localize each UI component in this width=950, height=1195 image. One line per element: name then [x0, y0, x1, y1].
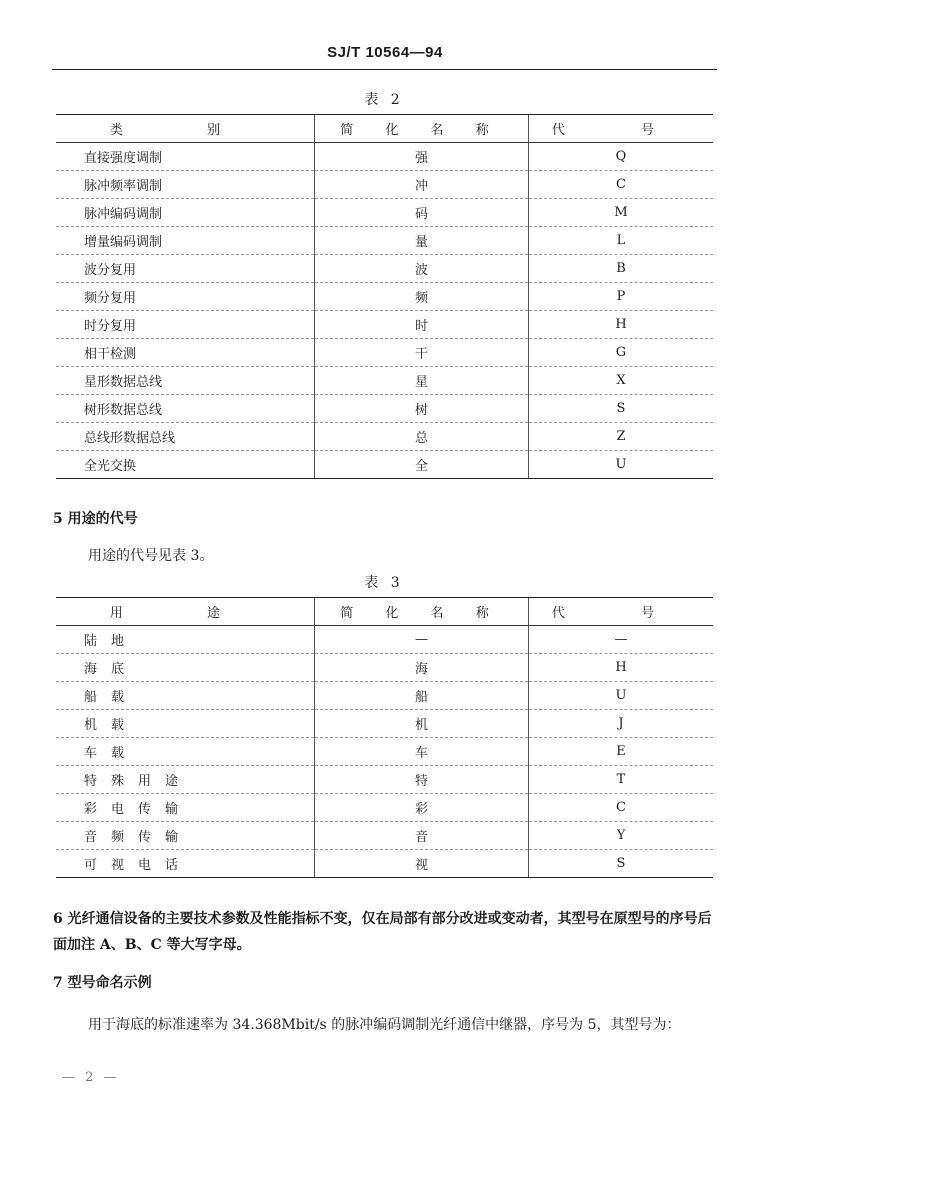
table-row [56, 710, 713, 738]
row-label-cell: 可视电话 [56, 850, 315, 878]
short-name-cell: 树 [315, 395, 529, 423]
document-code: SJ/T 10564—94 [327, 44, 443, 61]
table-row [56, 654, 713, 682]
table-row [56, 199, 713, 227]
row-label-cell: 机载 [56, 710, 315, 738]
short-name-cell: 车 [315, 738, 529, 766]
code-cell: C [529, 171, 714, 199]
short-name-cell: 星 [315, 367, 529, 395]
short-name-cell: 强 [315, 143, 529, 171]
table-2 [56, 114, 713, 479]
short-name-cell: — [315, 626, 529, 654]
short-name-cell: 机 [315, 710, 529, 738]
short-name-cell: 全 [315, 451, 529, 479]
row-label-cell: 直接强度调制 [56, 143, 315, 171]
table-row [56, 626, 713, 654]
table-row [56, 423, 713, 451]
code-cell: — [529, 626, 714, 654]
short-name-cell: 船 [315, 682, 529, 710]
short-name-cell: 干 [315, 339, 529, 367]
short-name-cell: 波 [315, 255, 529, 283]
table3-header-use: 用 途 [56, 598, 315, 626]
table-row [56, 682, 713, 710]
table-row [56, 311, 713, 339]
table2-header-category: 类 别 [56, 115, 315, 143]
table-row [56, 822, 713, 850]
row-label-cell: 总线形数据总线 [56, 423, 315, 451]
table-row [56, 339, 713, 367]
code-cell: C [529, 794, 714, 822]
row-label-cell: 全光交换 [56, 451, 315, 479]
code-cell: X [529, 367, 714, 395]
section-6-text: 6 光纤通信设备的主要技术参数及性能指标不变，仅在局部有部分改进或变动者，其型号在原型号的序号后面加注 A、B、C 等大写字母。 [53, 911, 712, 953]
table-row [56, 255, 713, 283]
row-label-cell: 树形数据总线 [56, 395, 315, 423]
section-7-text: 用于海底的标准速率为 34.368Mbit/s 的脉冲编码调制光纤通信中继器，序号为 5，其型号为： [88, 1017, 681, 1033]
short-name-cell: 特 [315, 766, 529, 794]
row-label-cell: 船载 [56, 682, 315, 710]
table3-caption: 表 3 [364, 575, 404, 591]
code-cell: Q [529, 143, 714, 171]
code-cell: Y [529, 822, 714, 850]
section-7-heading: 7 型号命名示例 [53, 975, 152, 991]
short-name-cell: 码 [315, 199, 529, 227]
table-row [56, 283, 713, 311]
row-label-cell: 特殊用途 [56, 766, 315, 794]
code-cell: M [529, 199, 714, 227]
code-cell: L [529, 227, 714, 255]
code-cell: H [529, 311, 714, 339]
table-row [56, 738, 713, 766]
short-name-cell: 视 [315, 850, 529, 878]
code-cell: S [529, 395, 714, 423]
row-label-cell: 音频传输 [56, 822, 315, 850]
row-label-cell: 星形数据总线 [56, 367, 315, 395]
table-row [56, 367, 713, 395]
row-label-cell: 脉冲编码调制 [56, 199, 315, 227]
code-cell: U [529, 451, 714, 479]
table2-caption: 表 2 [364, 92, 404, 108]
code-cell: T [529, 766, 714, 794]
row-label-cell: 陆地 [56, 626, 315, 654]
short-name-cell: 彩 [315, 794, 529, 822]
table2-header-code: 代 号 [529, 115, 714, 143]
row-label-cell: 波分复用 [56, 255, 315, 283]
row-label-cell: 海底 [56, 654, 315, 682]
code-cell: Z [529, 423, 714, 451]
short-name-cell: 总 [315, 423, 529, 451]
code-cell: P [529, 283, 714, 311]
table-row [56, 143, 713, 171]
table-3 [56, 597, 713, 878]
code-cell: S [529, 850, 714, 878]
table-row [56, 171, 713, 199]
row-label-cell: 时分复用 [56, 311, 315, 339]
row-label-cell: 相干检测 [56, 339, 315, 367]
row-label-cell: 增量编码调制 [56, 227, 315, 255]
short-name-cell: 量 [315, 227, 529, 255]
code-cell: E [529, 738, 714, 766]
short-name-cell: 海 [315, 654, 529, 682]
table3-header-code: 代 号 [529, 598, 714, 626]
short-name-cell: 音 [315, 822, 529, 850]
header-rule [52, 69, 717, 70]
short-name-cell: 冲 [315, 171, 529, 199]
table-row [56, 794, 713, 822]
code-cell: J [529, 710, 714, 738]
table-row [56, 850, 713, 878]
code-cell: U [529, 682, 714, 710]
section-5-heading: 5 用途的代号 [53, 511, 138, 527]
short-name-cell: 时 [315, 311, 529, 339]
code-cell: H [529, 654, 714, 682]
table-row [56, 395, 713, 423]
row-label-cell: 车载 [56, 738, 315, 766]
row-label-cell: 脉冲频率调制 [56, 171, 315, 199]
code-cell: G [529, 339, 714, 367]
table-row [56, 766, 713, 794]
short-name-cell: 频 [315, 283, 529, 311]
row-label-cell: 频分复用 [56, 283, 315, 311]
table3-header-short-name: 简 化 名 称 [315, 598, 529, 626]
code-cell: B [529, 255, 714, 283]
table-row [56, 227, 713, 255]
section-5-text: 用途的代号见表 3。 [88, 548, 214, 564]
table2-header-short-name: 简 化 名 称 [315, 115, 529, 143]
row-label-cell: 彩电传输 [56, 794, 315, 822]
table-row [56, 451, 713, 479]
page-number: — 2 — [62, 1070, 120, 1085]
